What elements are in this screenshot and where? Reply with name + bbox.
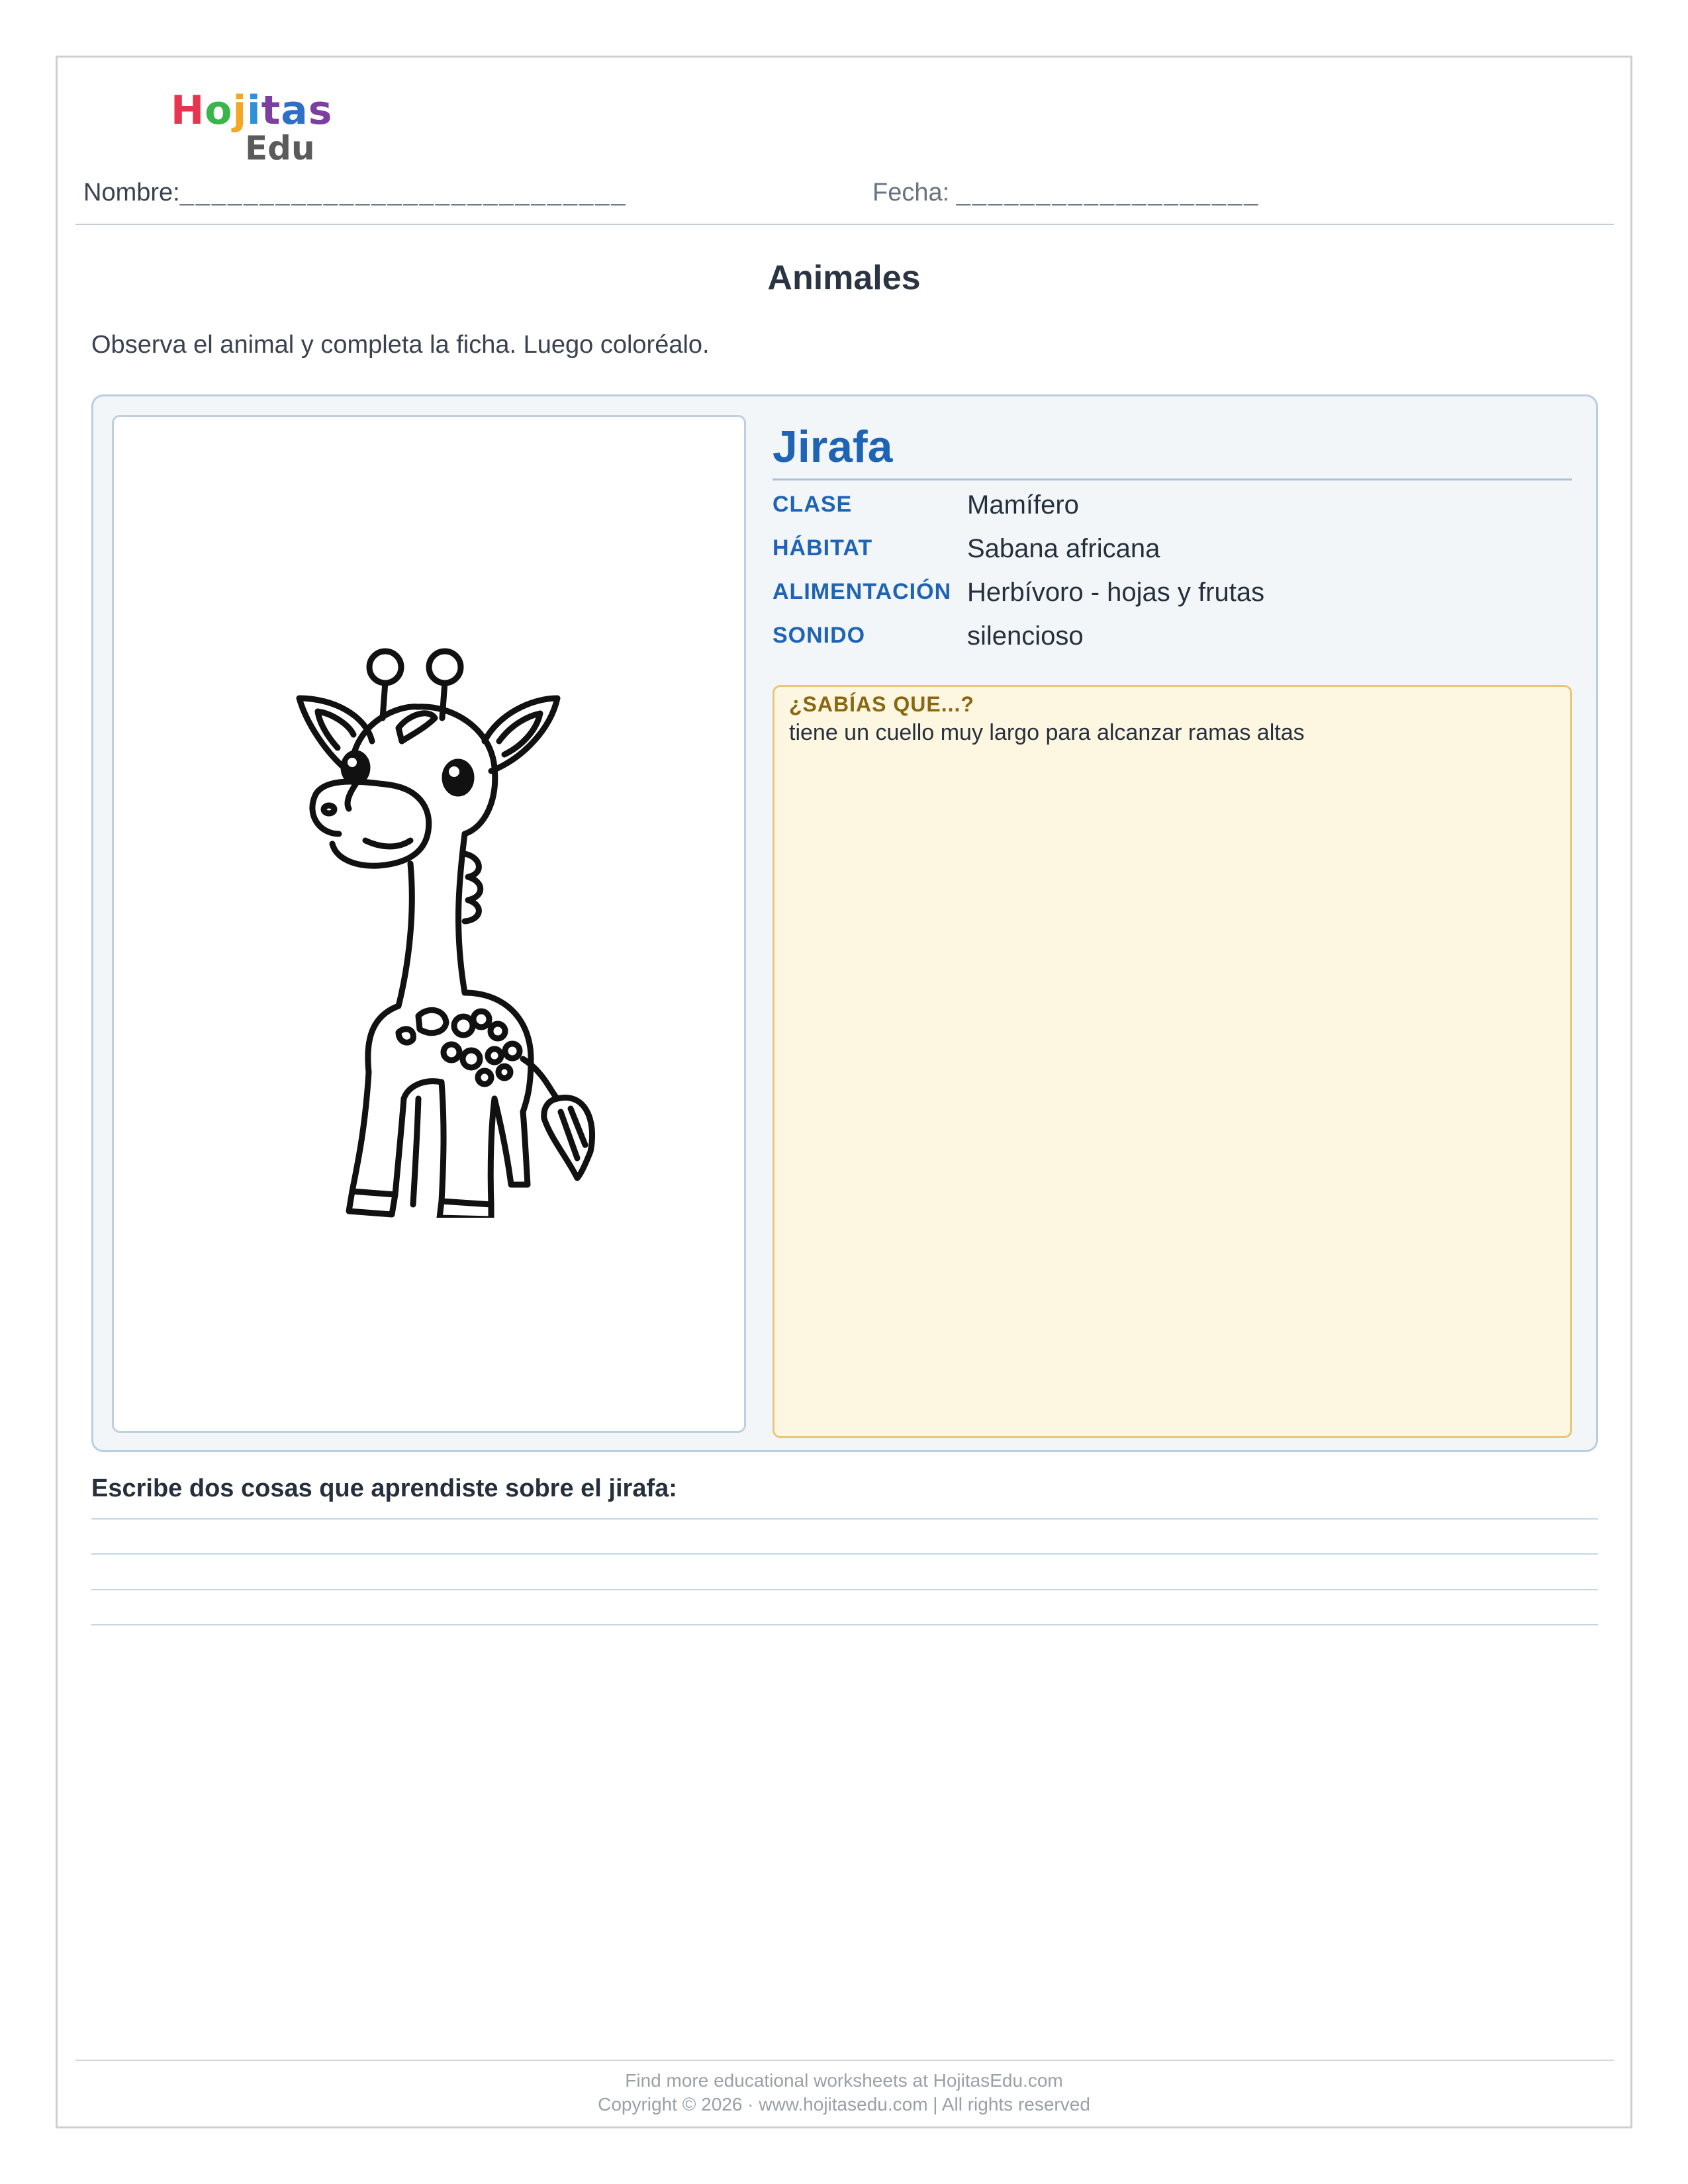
writing-line[interactable] bbox=[91, 1518, 1598, 1520]
logo-letter: H bbox=[171, 87, 205, 134]
trivia-text: tiene un cuello muy largo para alcanzar ramas altas bbox=[789, 720, 1305, 745]
name-label: Nombre: bbox=[83, 179, 180, 206]
name-blank[interactable]: ____________________________ bbox=[179, 179, 628, 206]
fact-label: SONIDO bbox=[773, 623, 866, 648]
name-field[interactable] bbox=[83, 179, 627, 207]
header-divider bbox=[75, 224, 1614, 225]
animal-image-frame bbox=[112, 415, 746, 1433]
fact-value: silencioso bbox=[967, 621, 1084, 651]
footer-divider bbox=[75, 2060, 1614, 2061]
instructions: Observa el animal y completa la ficha. Luego coloréalo. bbox=[91, 331, 710, 359]
footer-copyright: Copyright © 2026 · www.hojitasedu.com | All rights reserved bbox=[598, 2094, 1090, 2115]
fact-value: Mamífero bbox=[967, 490, 1079, 520]
footer-promo: Find more educational worksheets at HojitasEdu.com bbox=[625, 2070, 1063, 2091]
writing-line[interactable] bbox=[91, 1553, 1598, 1555]
page-title: Animales bbox=[767, 259, 921, 297]
logo-letter: i bbox=[247, 87, 261, 134]
date-field[interactable] bbox=[872, 179, 1260, 207]
date-label: Fecha: bbox=[872, 179, 950, 206]
hojitas-edu-logo bbox=[171, 87, 333, 171]
fact-label: ALIMENTACIÓN bbox=[773, 579, 952, 604]
fact-label: HÁBITAT bbox=[773, 535, 873, 561]
animal-card bbox=[91, 394, 1598, 1452]
logo-letter: j bbox=[232, 87, 248, 134]
name-underline bbox=[773, 478, 1572, 480]
logo-letter: a bbox=[281, 87, 308, 134]
fact-label: CLASE bbox=[773, 492, 853, 517]
trivia-title: ¿SABÍAS QUE...? bbox=[789, 692, 974, 716]
logo-letter: s bbox=[308, 87, 333, 134]
did-you-know-box bbox=[773, 685, 1572, 1438]
writing-line[interactable] bbox=[91, 1624, 1598, 1625]
logo-subtitle: Edu bbox=[245, 129, 315, 167]
date-blank[interactable]: ___________________ bbox=[956, 179, 1260, 206]
fact-row bbox=[773, 526, 1572, 570]
fact-row bbox=[773, 614, 1572, 657]
fact-row bbox=[773, 570, 1572, 614]
logo-wordmark bbox=[171, 87, 333, 134]
fact-table bbox=[773, 482, 1572, 657]
logo-letter: o bbox=[205, 87, 233, 134]
giraffe-coloring-illustration bbox=[266, 635, 597, 1218]
logo-letter: t bbox=[261, 87, 281, 134]
fact-value: Sabana africana bbox=[967, 534, 1160, 563]
writing-line[interactable] bbox=[91, 1589, 1598, 1590]
exercise-prompt: Escribe dos cosas que aprendiste sobre el jirafa: bbox=[91, 1475, 677, 1502]
animal-name: Jirafa bbox=[773, 422, 893, 472]
fact-row bbox=[773, 482, 1572, 526]
fact-value: Herbívoro - hojas y frutas bbox=[967, 578, 1265, 607]
